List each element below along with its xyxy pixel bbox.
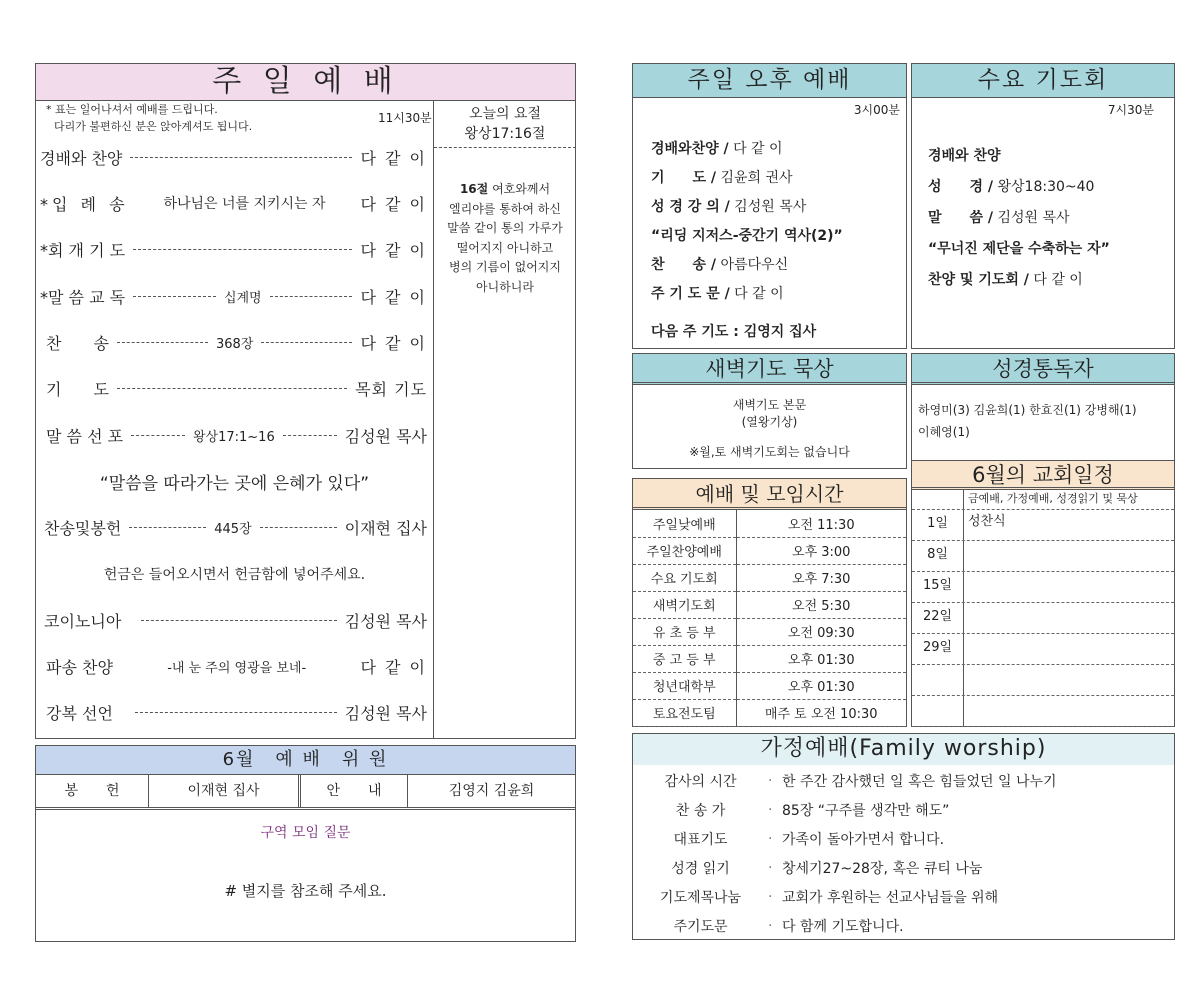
calendar-event [964, 665, 1174, 695]
family-item-label: 주기도문 [673, 918, 728, 935]
verse-number: 16절 [459, 182, 489, 196]
family-item-value: 가족이 돌아가면서 합니다. [782, 831, 945, 848]
order-item-detail: 왕상17:1~16 [192, 429, 275, 445]
afternoon-line: “리딩 지저스-중간기 역사(2)” [651, 228, 843, 244]
bible-readers-line1: 하영미(3) 김윤희(1) 한효진(1) 강병해(1) [918, 403, 1137, 417]
afternoon-line: 기 도 / 김윤희 권사 [651, 170, 793, 186]
order-item-leader: 다 같 이 [360, 287, 428, 307]
dawn-line2: (열왕기상) [741, 415, 798, 429]
meeting-time: 오전 5:30 [736, 591, 906, 618]
standing-note: * 표는 일어나셔서 예배를 드립니다. [46, 103, 218, 116]
family-item-value: 한 주간 감사했던 일 혹은 힘들었던 일 나누기 [782, 773, 1057, 790]
meeting-time: 오후 7:30 [736, 564, 906, 591]
wednesday-line: “무너진 제단을 수축하는 자” [928, 241, 1110, 257]
verse-line: 말씀 같이 통의 가루가 [447, 221, 563, 235]
order-item [36, 234, 433, 264]
calendar-row [912, 572, 1174, 603]
meeting-time-row [633, 618, 906, 645]
offering-note-text: 헌금은 들어오시면서 헌금함에 넣어주세요. [103, 567, 366, 583]
calendar-event [964, 634, 1174, 664]
wednesday-line: 경배와 찬양 [928, 148, 1001, 164]
sermon-title [36, 466, 433, 496]
order-item [36, 605, 433, 635]
calendar-row [912, 510, 1174, 541]
family-item-label: 찬 송 가 [675, 802, 726, 819]
meeting-time: 오후 3:00 [736, 537, 906, 564]
calendar-row [912, 603, 1174, 634]
meeting-name: 주일낮예배 [633, 510, 736, 537]
family-row [633, 882, 1174, 911]
calendar-header [912, 490, 1174, 510]
order-item-label: 강복 선언 [46, 703, 113, 723]
sermon-title-text: “말씀을 따라가는 곳에 은혜가 있다” [99, 473, 370, 494]
meeting-name: 중 고 등 부 [633, 645, 736, 672]
bible-readers-line2: 이혜영(1) [918, 425, 970, 439]
committee-title: 6월 예 배 위 원 [36, 746, 575, 775]
bible-title: 성경통독자 [912, 354, 1174, 385]
meeting-time-row [633, 564, 906, 591]
family-item-label: 성경 읽기 [671, 860, 730, 877]
order-item-leader: 다 같 이 [360, 148, 427, 168]
calendar-row [912, 665, 1174, 696]
meeting-name: 수요 기도회 [633, 564, 736, 591]
order-item-label: *회 개 기 도 [40, 240, 126, 260]
afternoon-title: 주일 오후 예배 [633, 64, 906, 98]
order-item-leader: 다 같 이 [360, 240, 427, 260]
dawn-line1: 새벽기도 본문 [732, 398, 807, 412]
order-item-label: 코이노니아 [44, 611, 122, 631]
family-row [633, 766, 1174, 795]
order-item [36, 651, 433, 681]
order-item-leader: 김성원 목사 [344, 611, 427, 631]
calendar-event [964, 603, 1174, 633]
calendar-row [912, 634, 1174, 665]
calendar-title: 6월의 교회일정 [912, 461, 1174, 490]
meeting-name: 청년대학부 [633, 672, 736, 699]
separator-dot: · [768, 888, 773, 905]
calendar-event [964, 541, 1174, 571]
today-verse-ref: 왕상17:16절 [464, 126, 546, 142]
calendar-header-text: 금예배, 가정예배, 성경읽기 및 묵상 [968, 492, 1138, 505]
verse-line: 여호와께서 [492, 182, 551, 196]
calendar-date: 22일 [912, 603, 964, 633]
calendar-date: 15일 [912, 572, 964, 602]
separator-dot: · [768, 772, 773, 789]
calendar-date: 1일 [912, 510, 964, 540]
order-item [36, 327, 433, 357]
calendar-row [912, 696, 1174, 727]
meeting-name: 토요전도팀 [633, 699, 736, 726]
family-row [633, 795, 1174, 824]
family-item-label: 감사의 시간 [664, 773, 737, 790]
order-item-leader: 목회 기도 [355, 379, 427, 399]
family-row [633, 824, 1174, 853]
order-item-detail: 445장 [214, 521, 252, 537]
meeting-time-row [633, 699, 906, 726]
calendar-event [964, 696, 1174, 726]
seated-note: 다리가 불편하신 분은 앉아계셔도 됩니다. [54, 120, 253, 133]
family-item-value: 85장 “구주를 생각만 해도” [782, 802, 950, 819]
offering-name: 이재현 집사 [149, 775, 301, 807]
offering-note [36, 559, 433, 589]
order-item-detail: 368장 [216, 336, 254, 352]
meeting-name: 유 초 등 부 [633, 618, 736, 645]
meeting-times-box [632, 478, 907, 727]
calendar-date: 8일 [912, 541, 964, 571]
meeting-name: 주일찬양예배 [633, 537, 736, 564]
group-note: # 별지를 참조해 주세요. [224, 882, 387, 900]
afternoon-line: 성 경 강 의 / 김성원 목사 [651, 199, 807, 215]
verse-text [434, 180, 576, 297]
afternoon-line: 경배와찬양 / 다 같 이 [651, 141, 783, 157]
calendar-row [912, 541, 1174, 572]
order-item-leader: 김성원 목사 [344, 703, 427, 723]
order-item-leader: 이재현 집사 [344, 518, 427, 538]
order-item [36, 281, 433, 311]
meeting-time-row [633, 537, 906, 564]
calendar-event: 성찬식 [968, 514, 1006, 529]
service-time: 11시30분 [378, 111, 432, 125]
meeting-time-row [633, 510, 906, 537]
order-item-detail: 하나님은 너를 지키시는 자 [163, 196, 326, 212]
wednesday-time: 7시30분 [1107, 103, 1154, 117]
order-item-detail: -내 눈 주의 영광을 보네- [167, 660, 307, 676]
sunday-service-box [35, 63, 576, 739]
verse-line: 아니하니라 [476, 279, 534, 294]
order-item-label: 경배와 찬양 [40, 148, 123, 168]
meeting-time: 오후 01:30 [736, 645, 906, 672]
order-item [36, 373, 433, 403]
offering-label: 봉 헌 [36, 775, 149, 807]
afternoon-line: 찬 송 / 아름다우신 [651, 257, 789, 273]
meeting-name: 새벽기도회 [633, 591, 736, 618]
wednesday-prayer-box [911, 63, 1175, 349]
calendar-header-spacer [912, 490, 964, 509]
order-item [36, 512, 433, 542]
calendar-date [912, 696, 964, 726]
afternoon-time: 3시00분 [853, 103, 900, 117]
separator-dot: · [768, 801, 773, 818]
order-item-leader: 김성원 목사 [344, 426, 427, 446]
order-item [36, 142, 433, 172]
next-prayer: 다음 주 기도 : 김영지 집사 [651, 324, 817, 340]
meeting-times-title: 예배 및 모임시간 [633, 479, 906, 510]
wednesday-line: 성 경 / 왕상18:30~40 [928, 179, 1095, 195]
family-item-value: 창세기27~28장, 혹은 큐티 나눔 [782, 860, 983, 877]
order-item-label: 찬 송 [46, 333, 109, 353]
today-verse-label: 오늘의 요절 [468, 106, 542, 122]
afternoon-lines [651, 135, 843, 347]
wednesday-line: 찬양 및 기도회 / 다 같 이 [928, 272, 1083, 288]
order-item-label: 파송 찬양 [46, 657, 113, 677]
meeting-time-row [633, 672, 906, 699]
order-item-leader: 다 같 이 [360, 194, 427, 214]
wednesday-lines [928, 141, 1110, 296]
wednesday-title: 수요 기도회 [912, 64, 1174, 98]
family-item-label: 기도제목나눔 [659, 889, 742, 906]
verse-line: 떨어지지 아니하고 [456, 240, 554, 255]
dawn-line3: ※월,토 새벽기도회는 없습니다 [689, 445, 850, 459]
verse-column [433, 101, 576, 738]
dawn-prayer-box [632, 353, 907, 469]
calendar-date: 29일 [912, 634, 964, 664]
verse-line: 엘리야를 통하여 하신 [449, 201, 561, 216]
order-item-label: 말 씀 선 포 [46, 426, 124, 446]
dawn-title: 새벽기도 묵상 [633, 354, 906, 385]
family-row [633, 853, 1174, 882]
sunday-service-title: 주 일 예 배 [36, 64, 575, 101]
family-item-value: 교회가 후원하는 선교사님들을 위해 [782, 889, 999, 906]
committee-box [35, 745, 576, 942]
afternoon-service-box [632, 63, 907, 349]
meeting-times-table [633, 510, 906, 727]
meeting-time: 오후 01:30 [736, 672, 906, 699]
order-item-label: *말 씀 교 독 [40, 287, 126, 307]
family-title: 가정예배(Family worship) [633, 734, 1174, 765]
separator-dot: · [768, 830, 773, 847]
meeting-time: 매주 토 오전 10:30 [736, 699, 906, 726]
meeting-time: 오전 09:30 [736, 618, 906, 645]
separator-dot: · [768, 917, 773, 934]
family-rows [633, 766, 1174, 940]
group-question: 구역 모임 질문 [260, 825, 351, 841]
meeting-time-row [633, 591, 906, 618]
bible-readers-box [911, 353, 1175, 464]
family-item-label: 대표기도 [673, 831, 728, 848]
verse-line: 병의 기름이 없어지지 [449, 260, 561, 274]
calendar-box [911, 460, 1175, 727]
order-item-detail: 십계명 [223, 290, 262, 306]
wednesday-line: 말 씀 / 김성원 목사 [928, 210, 1070, 226]
order-item-label: 찬송및봉헌 [44, 518, 122, 538]
usher-label: 안 내 [301, 775, 408, 807]
family-worship-box [632, 733, 1175, 940]
order-item [36, 697, 433, 727]
meeting-time: 오전 11:30 [736, 510, 906, 537]
calendar-event [964, 572, 1174, 602]
family-row [633, 911, 1174, 940]
meeting-time-row [633, 645, 906, 672]
order-item-leader: 다 같 이 [360, 333, 427, 353]
separator-dot: · [768, 859, 773, 876]
afternoon-line: 주 기 도 문 / 다 같 이 [651, 286, 784, 302]
committee-row [36, 775, 575, 810]
calendar-date [912, 665, 964, 695]
order-item-label: *입 례 송 [40, 194, 129, 214]
order-item-label: 기 도 [46, 379, 109, 399]
calendar-rows [912, 510, 1174, 727]
order-item [36, 188, 433, 218]
family-item-value: 다 함께 기도합니다. [782, 918, 904, 935]
order-item-leader: 다 같 이 [360, 657, 427, 677]
usher-names: 김영지 김윤희 [448, 783, 535, 799]
order-item [36, 420, 433, 450]
